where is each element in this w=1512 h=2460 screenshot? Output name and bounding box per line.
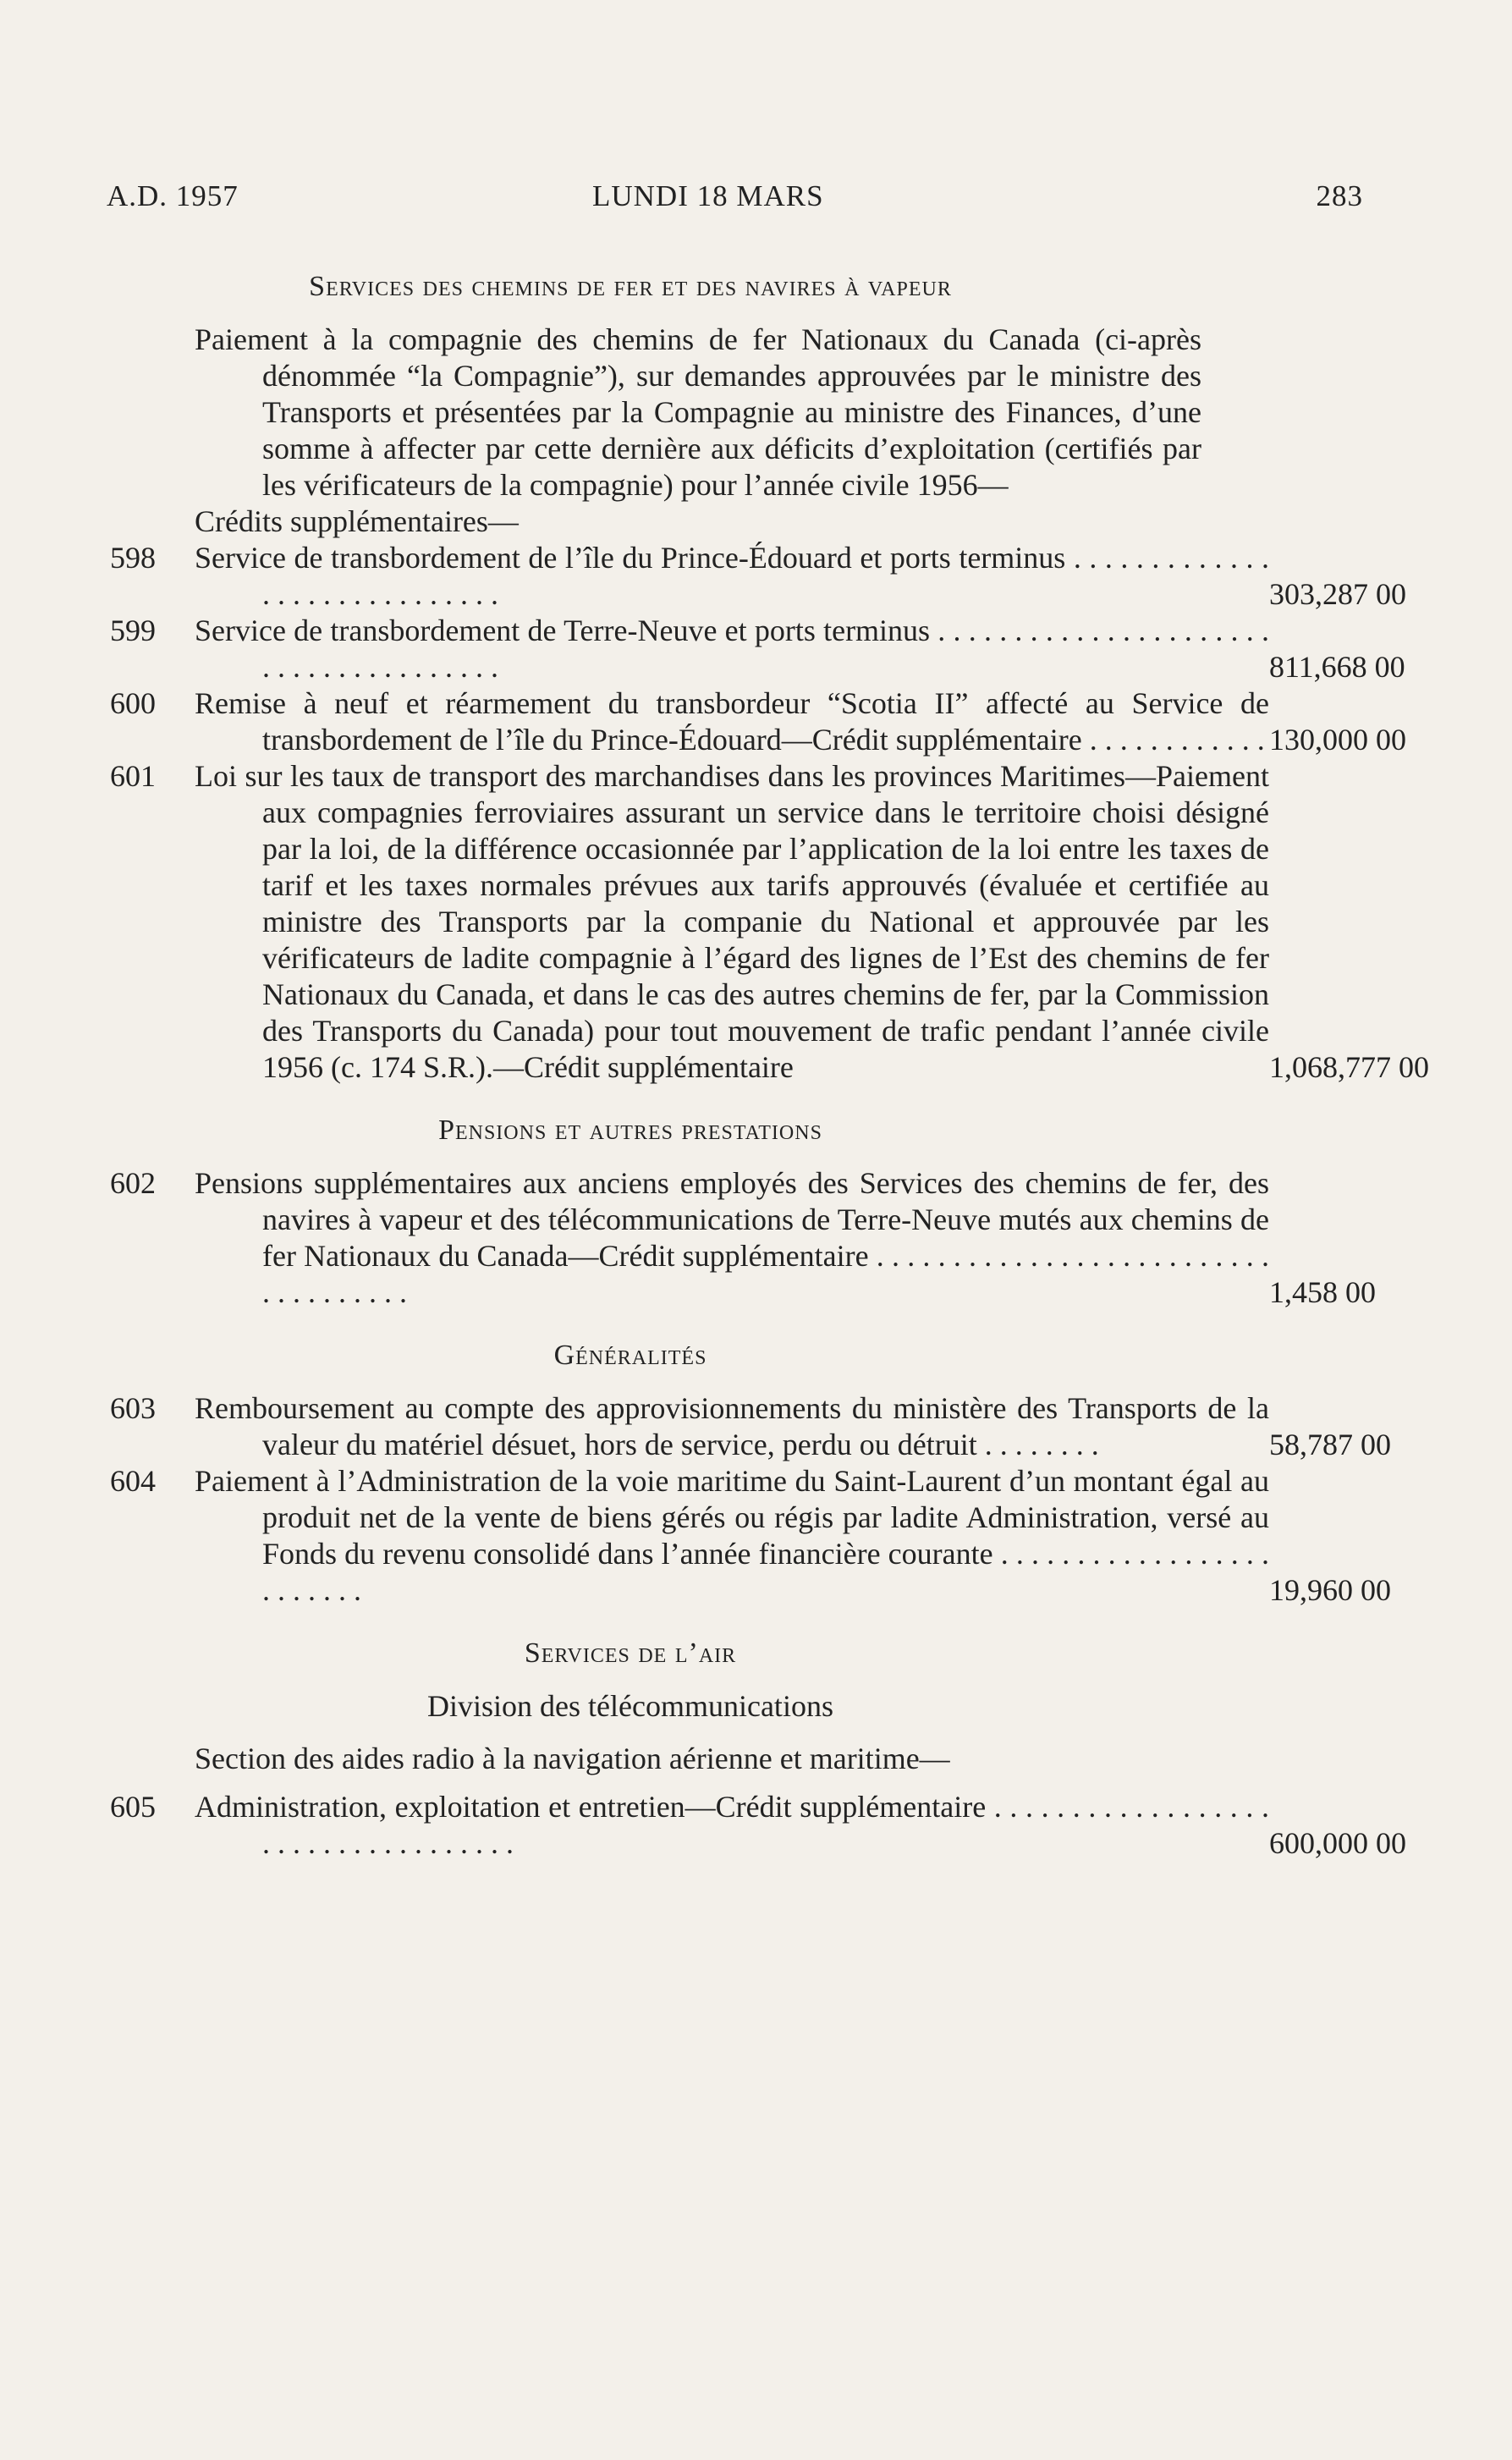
section-title-railways: Services des chemins de fer et des navires à vapeur [309, 271, 952, 302]
item-text: Loi sur les taux de transport des marchandises dans les provinces Maritimes—Paiement aux compagnies ferroviaires assurant un service dans le territoire choisi désigné par la loi, de la différence occasionnée par l’application de la loi entre les taxes de tarif et les taxes normales prévues aux tarifs approuvés (évaluée et certifiée au ministre des Transports par la companie du National et approuvée par les vérificateurs de ladite compagnie à l’égard des lignes de l’Est des chemins de fer Nationaux du Canada, et dans le cas des autres chemins de fer, par la Commission des Transports du Canada) pour tout mouvement de trafic pendant l’année civile 1956 (c. 174 S.R.).—Crédit supplémentaire [195, 759, 1269, 1084]
railways-intro [195, 322, 1201, 504]
item-599 [110, 613, 1405, 685]
document-body [110, 271, 1429, 1862]
item-amount: 130,000 00 [1269, 723, 1406, 757]
item-text: Remboursement au compte des approvisionnements du ministère des Transports de la valeur du matériel désuet, hors de service, perdu ou détruit . . . . . . . . [195, 1391, 1269, 1461]
air-section-intro [195, 1741, 1201, 1777]
item-text: Administration, exploitation et entretien—Crédit supplémentaire . . . . . . . . . . . . . . . . . . . . . . . . . . . . . . . . . . . [195, 1790, 1269, 1860]
item-598 [110, 540, 1406, 613]
item-602 [110, 1165, 1376, 1311]
item-604 [110, 1463, 1391, 1609]
item-amount: 1,068,777 00 [1269, 1050, 1429, 1084]
header-date: LUNDI 18 MARS [592, 179, 824, 212]
item-text: Service de transbordement de l’île du Prince-Édouard et ports terminus . . . . . . . . . . . . . . . . . . . . . . . . . . . . . [195, 541, 1269, 611]
item-number: 604 [110, 1464, 156, 1498]
item-number: 601 [110, 759, 156, 793]
item-text: Paiement à l’Administration de la voie maritime du Saint-Laurent d’un montant égal au produit net de la vente de biens gérés ou régis par ladite Administration, versé au Fonds du revenu consolidé dans l’année financière courante . . . . . . . . . . . . . . . . . . . . . . . . . [195, 1464, 1269, 1607]
item-amount: 1,458 00 [1269, 1275, 1376, 1309]
item-number: 603 [110, 1391, 156, 1425]
railways-intro-text: Paiement à la compagnie des chemins de fer Nationaux du Canada (ci-après dénommée “la Compagnie”), sur demandes approuvées par le ministre des Transports et présentées par la Compagnie au ministre des Finances, d’une somme à affecter par cette dernière aux déficits d’exploitation (certifiés par les vérificateurs de la compagnie) pour l’année civile 1956— [195, 322, 1201, 502]
item-number: 599 [110, 614, 156, 647]
item-amount: 600,000 00 [1269, 1826, 1406, 1860]
item-amount: 58,787 00 [1269, 1428, 1391, 1461]
item-amount: 811,668 00 [1269, 650, 1405, 684]
item-number: 602 [110, 1166, 156, 1200]
page-number: 283 [1316, 179, 1363, 212]
item-601 [110, 758, 1429, 1086]
air-division-title: Division des télécommunications [427, 1689, 833, 1723]
item-603 [110, 1390, 1391, 1463]
section-title-air: Services de l’air [524, 1637, 737, 1669]
item-amount: 19,960 00 [1269, 1573, 1391, 1607]
item-number: 600 [110, 686, 156, 720]
section-title-pensions: Pensions et autres prestations [438, 1114, 822, 1146]
item-600 [110, 685, 1406, 758]
credits-label: Crédits supplémentaires— [195, 504, 519, 538]
item-605 [110, 1789, 1406, 1862]
header-year: A.D. 1957 [107, 179, 239, 212]
item-amount: 303,287 00 [1269, 577, 1406, 611]
item-text: Pensions supplémentaires aux anciens employés des Services des chemins de fer, des navires à vapeur et des télécommunications de Terre-Neuve mutés aux chemins de fer Nationaux du Canada—Crédit supplémentaire . . . . . . . . . . . . . . . . . . . . . . . . . . . . . . . . . . . . [195, 1166, 1269, 1309]
section-title-general: Généralités [553, 1340, 707, 1371]
item-number: 598 [110, 541, 156, 575]
air-section-text: Section des aides radio à la navigation aérienne et maritime— [195, 1742, 950, 1775]
item-text: Service de transbordement de Terre-Neuve et ports terminus . . . . . . . . . . . . . . . . . . . . . . . . . . . . . . . . . . . . . . [195, 614, 1269, 684]
item-text: Remise à neuf et réarmement du transbordeur “Scotia II” affecté au Service de transbordement de l’île du Prince-Édouard—Crédit supplémentaire . . . . . . . . . . . . [195, 686, 1269, 757]
item-number: 605 [110, 1790, 156, 1824]
